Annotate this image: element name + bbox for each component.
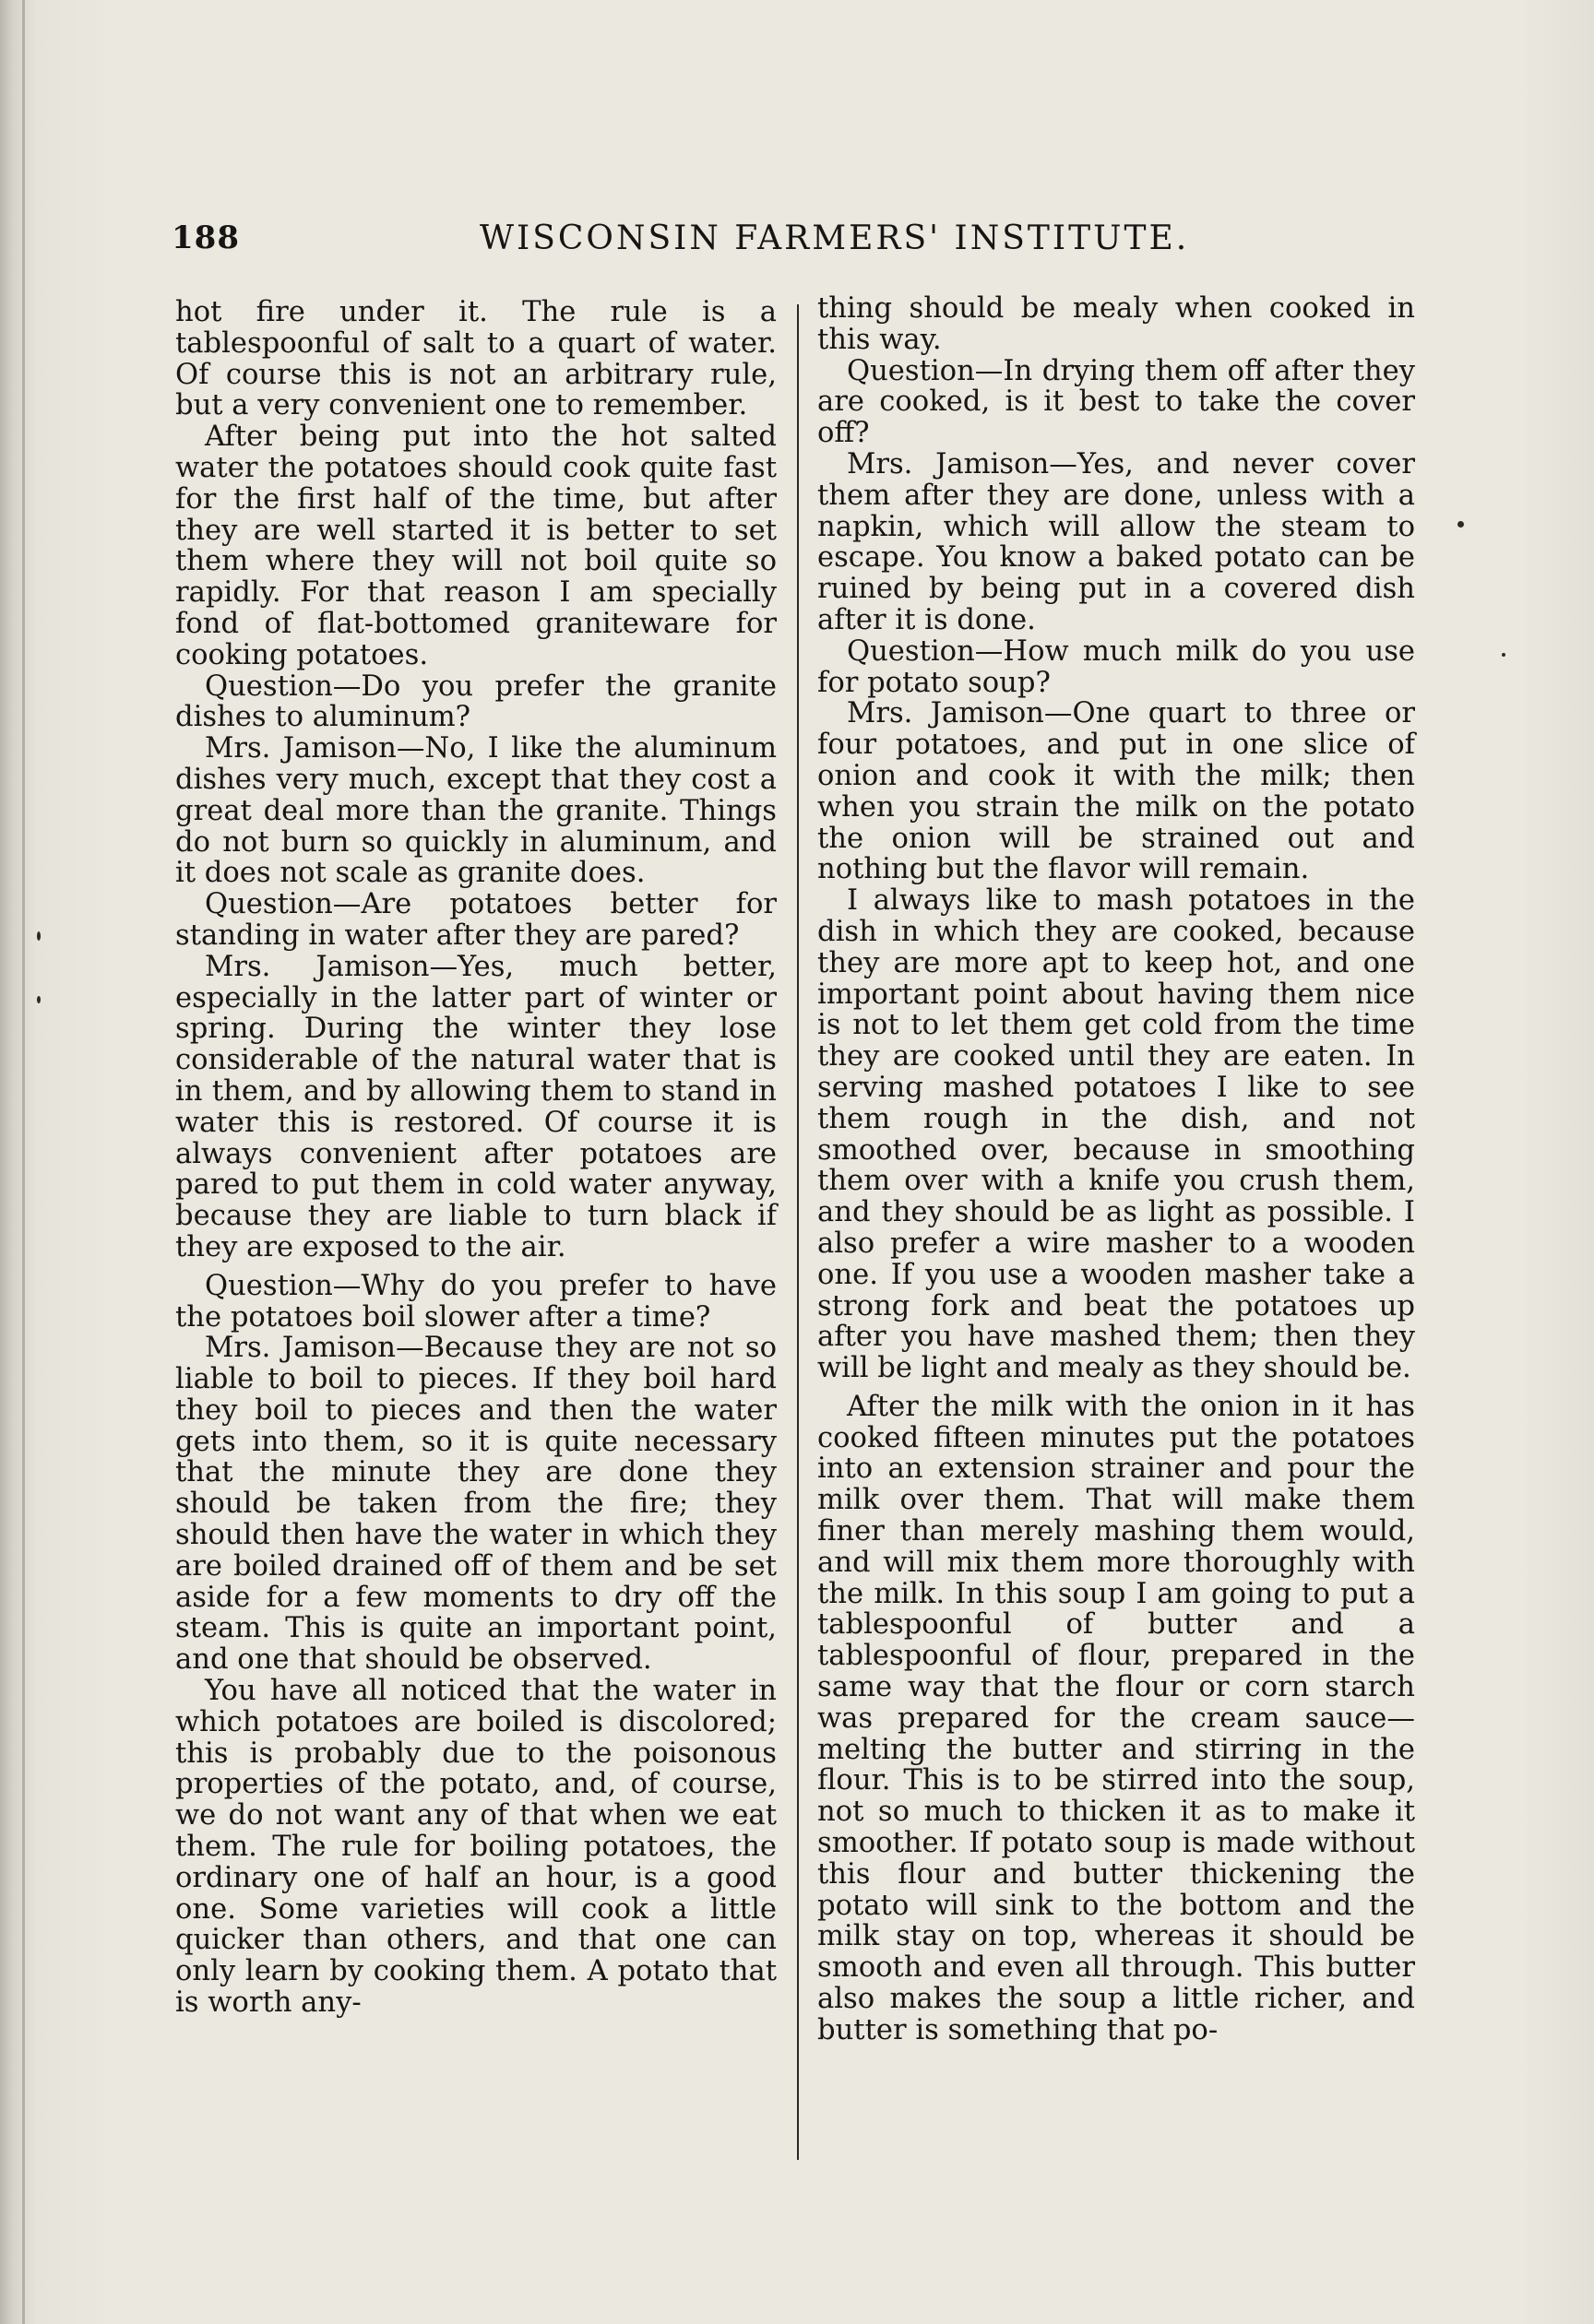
paragraph: hot fire under it. The rule is a tablespoonful of salt to a quart of water. Of course this is not an arbitrary rule, but a very convenient one to remember.: [175, 296, 777, 422]
left-column: [175, 297, 777, 2019]
paragraph: Mrs. Jamison—Yes, and never cover them after they are done, unless with a napkin, which will allow the steam to escape. You know a baked potato can be ruined by being put in a covered dish after it is done.: [817, 447, 1415, 636]
paragraph: Question—In drying them off after they are cooked, is it best to take the cover off?: [817, 354, 1415, 450]
paragraph: Question—Do you prefer the granite dishes to aluminum?: [175, 670, 777, 734]
paragraph: After the milk with the onion in it has cooked fifteen minutes put the potatoes into an extension strainer and pour the milk over them. That will make them finer than merely mashing them would, and will mix them more thoroughly with the milk. In this soup I am going to put a tablespoonful of butter and a tablespoonful of flour, prepared in the same way that the flour or corn starch was prepared for the cream sauce—melting the butter and stirring in the flour. This is to be stirred into the soup, not so much to thicken it as to make it smoother. If potato soup is made without this flour and butter thickening the potato will sink to the bottom and the milk stay on top, whereas it should be smooth and even all through. This butter also makes the soup a little richer, and butter is something that po-: [817, 1390, 1415, 2046]
paragraph: Mrs. Jamison—No, I like the aluminum dishes very much, except that they cost a great deal more than the granite. Things do not burn so quickly in aluminum, and it does not scale as granite does.: [175, 732, 777, 890]
binding-edge: [22, 0, 25, 2324]
right-column: [817, 293, 1415, 2046]
paragraph: Mrs. Jamison—Yes, much better, especially in the latter part of winter or spring. During the winter they lose considerable of the natural water that is in them, and by allowing them to stand in water this is restored. Of course it is always convenient after potatoes are pared to put them in cold water anyway, because they are liable to turn black if they are exposed to the air.: [175, 950, 777, 1263]
ink-speck: [1457, 521, 1464, 528]
paragraph: Question—Are potatoes better for standing in water after they are pared?: [175, 888, 777, 952]
paragraph: thing should be mealy when cooked in this way.: [817, 292, 1415, 356]
paragraph: Mrs. Jamison—One quart to three or four potatoes, and put in one slice of onion and cook it with the milk; then when you strain the milk on the potato the onion will be strained out and nothing but the flavor will remain.: [817, 697, 1415, 886]
ink-speck: [1502, 653, 1505, 657]
page-number: 188: [172, 219, 240, 256]
paragraph: Question—Why do you prefer to have the potatoes boil slower after a time?: [175, 1269, 777, 1334]
ink-speck: [37, 996, 41, 1003]
paragraph: I always like to mash potatoes in the dish in which they are cooked, because they are more apt to keep hot, and one important point about having them nice is not to let them get cold from the time they are cooked until they are eaten. In serving mashed potatoes I like to see them rough in the dish, and not smoothed over, because in smoothing them over with a knife you crush them, and they should be as light as possible. I also prefer a wire masher to a wooden one. If you use a wooden masher take a strong fork and beat the potatoes up after you have mashed them; then they will be light and mealy as they should be.: [817, 884, 1415, 1385]
running-title: WISCONSIN FARMERS' INSTITUTE.: [480, 219, 1190, 257]
paragraph: After being put into the hot salted water the potatoes should cook quite fast for the first half of the time, but after they are well started it is better to set them where they will not boil quite so rapidly. For that reason I am specially fond of flat-bottomed graniteware for cooking potatoes.: [175, 421, 777, 671]
paragraph: Question—How much milk do you use for potato soup?: [817, 634, 1415, 699]
paragraph: Mrs. Jamison—Because they are not so liable to boil to pieces. If they boil hard they boil to pieces and then the water gets into them, so it is quite necessary that the minute they are done they should be taken from the fire; they should then have the water in which they are boiled drained off of them and be set aside for a few moments to dry off the steam. This is quite an important point, and one that should be observed.: [175, 1332, 777, 1677]
page-header: [172, 219, 1190, 275]
column-divider: [797, 304, 799, 2160]
ink-speck: [37, 931, 41, 941]
paragraph: You have all noticed that the water in which potatoes are boiled is discolored; this is probably due to the poisonous properties of the potato, and, of course, we do not want any of that when we eat them. The rule for boiling potatoes, the ordinary one of half an hour, is a good one. Some varieties will cook a little quicker than others, and that one can only learn by cooking them. A potato that is worth any-: [175, 1675, 777, 2020]
